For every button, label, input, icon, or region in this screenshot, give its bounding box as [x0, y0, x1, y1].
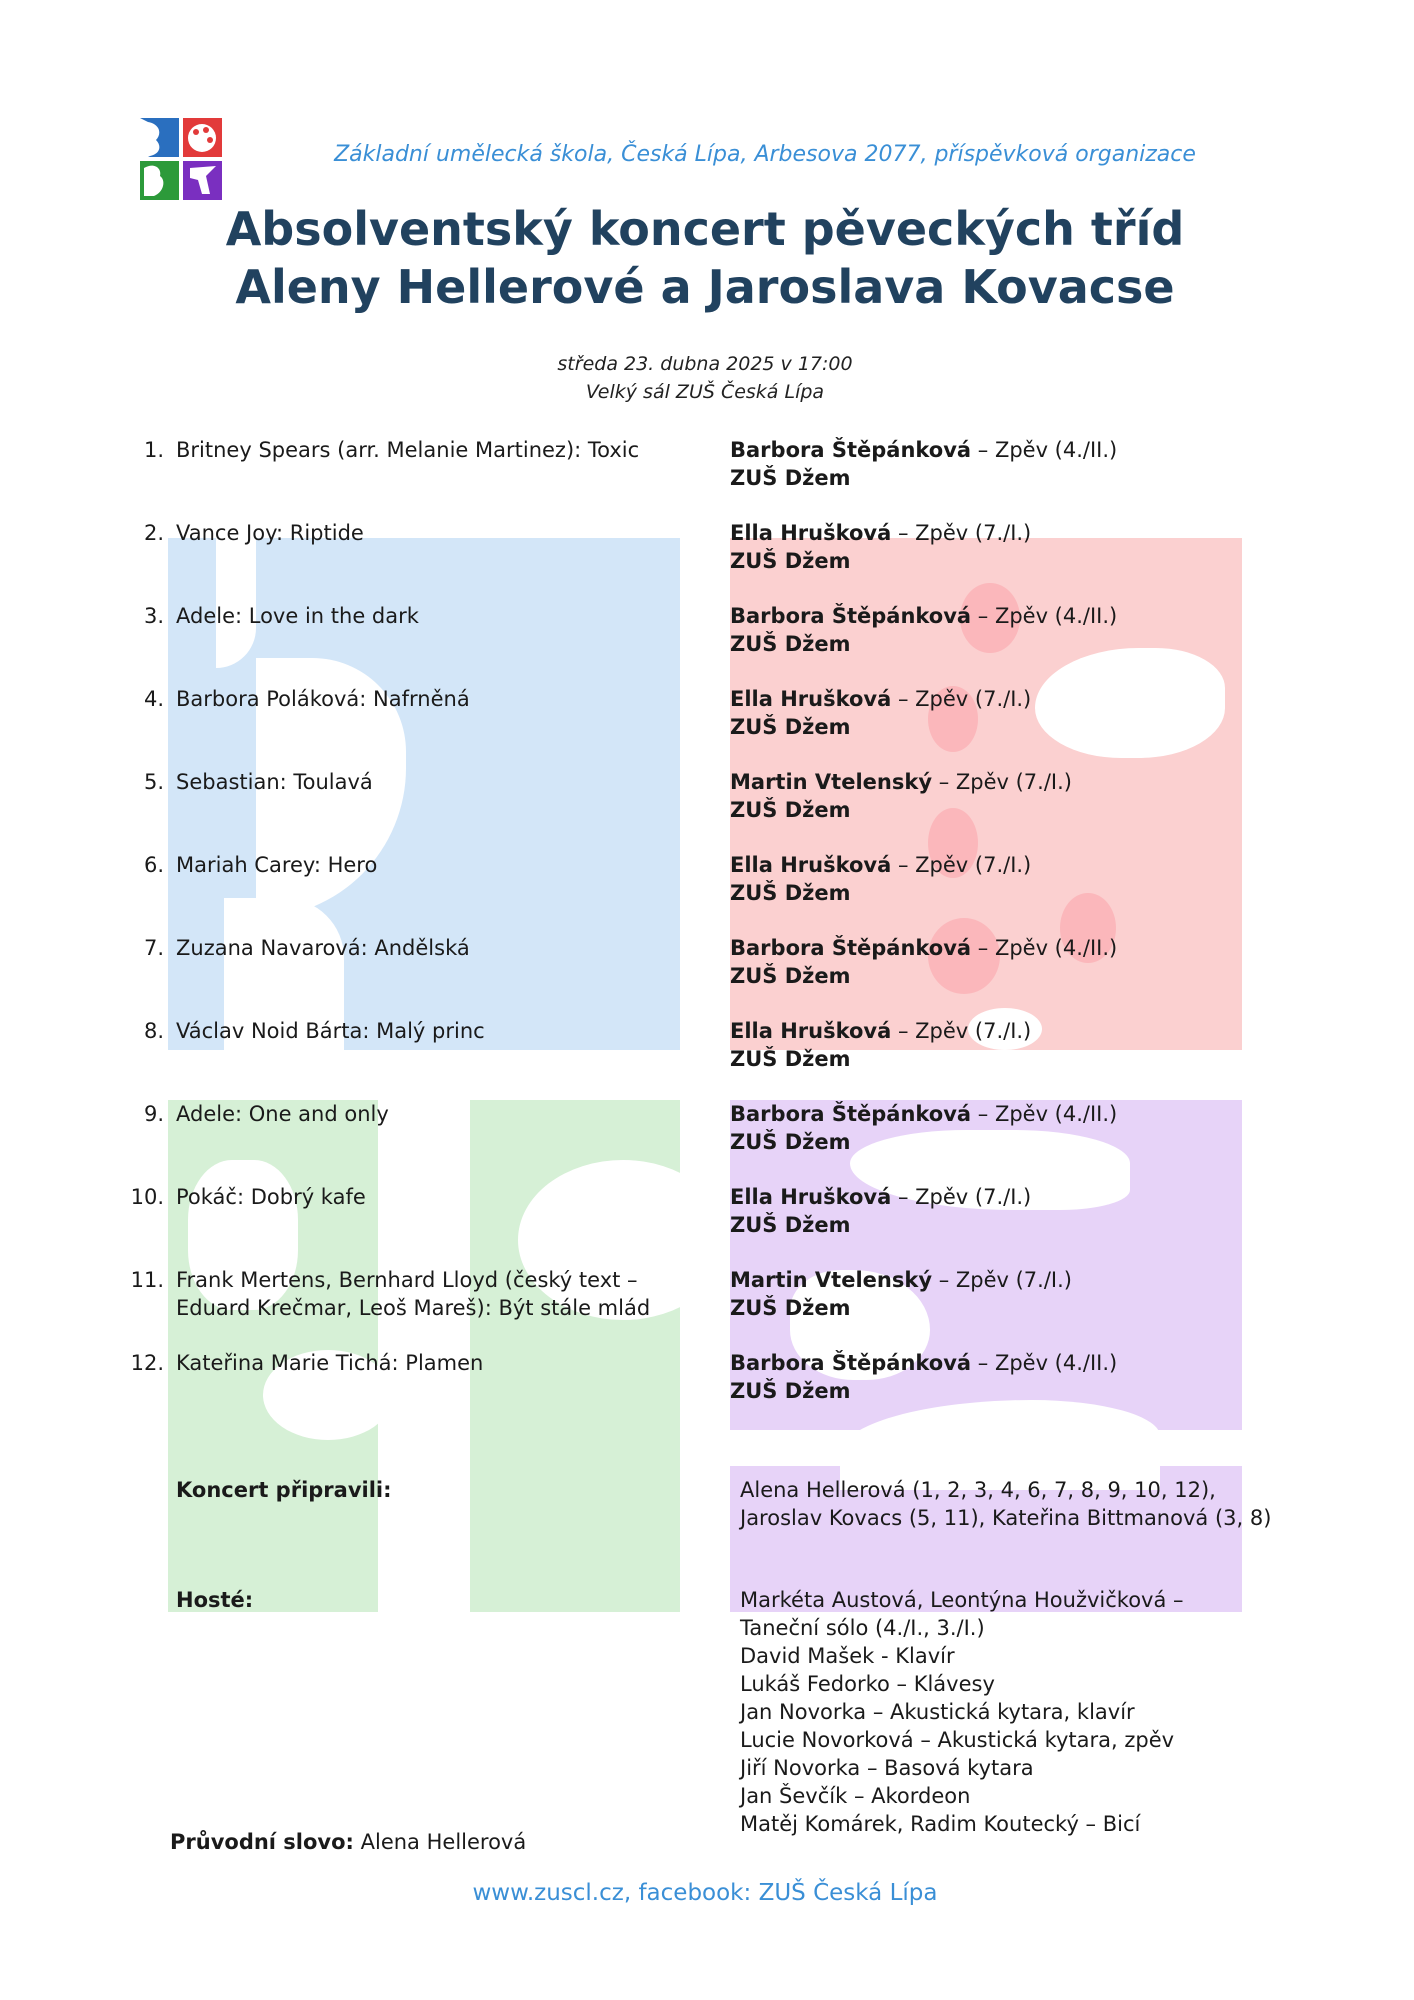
host-label: Průvodní slovo: — [170, 1830, 354, 1854]
performer-role: – Zpěv (7./I.) — [932, 1268, 1072, 1292]
ensemble-name: ZUŠ Džem — [730, 1296, 851, 1320]
prepared-line: Jaroslav Kovacs (5, 11), Kateřina Bittmanová (3, 8) — [740, 1506, 1272, 1530]
performer-name: Martin Vtelenský — [730, 770, 933, 794]
ensemble-name: ZUŠ Džem — [730, 964, 851, 988]
prepared-label: Koncert připravili: — [176, 1478, 392, 1502]
performer-name: Ella Hrušková — [730, 1185, 892, 1209]
program-item — [0, 768, 1414, 844]
performer-role: – Zpěv (7./I.) — [891, 521, 1032, 545]
piece-title: Britney Spears (arr. Melanie Martinez): Toxic — [176, 438, 640, 462]
ensemble-name: ZUŠ Džem — [730, 1213, 851, 1237]
performer-name: Ella Hrušková — [730, 687, 892, 711]
prepared-line: Alena Hellerová (1, 2, 3, 4, 6, 7, 8, 9, 10, 12), — [740, 1478, 1216, 1502]
guest-line: David Mašek - Klavír — [740, 1644, 955, 1668]
item-number: 8. — [143, 1019, 164, 1043]
host-name: Alena Hellerová — [353, 1830, 527, 1854]
performer-name: Ella Hrušková — [730, 853, 892, 877]
performer-role: – Zpěv (4./II.) — [971, 1351, 1118, 1375]
footer-links[interactable]: www.zuscl.cz, facebook: ZUŠ Česká Lípa — [472, 1880, 938, 1906]
program-item — [0, 436, 1414, 512]
piece-title: Pokáč: Dobrý kafe — [176, 1185, 366, 1209]
ensemble-name: ZUŠ Džem — [730, 798, 851, 822]
item-number: 2. — [143, 521, 164, 545]
performer-cell — [730, 1100, 1290, 1156]
performer-cell — [730, 685, 1290, 741]
performer-role: – Zpěv (7./I.) — [891, 1019, 1032, 1043]
program-item — [0, 934, 1414, 1010]
performer-cell — [730, 934, 1290, 990]
title-line-1: Absolventský koncert pěveckých tříd — [225, 202, 1185, 256]
piece-title: Adele: One and only — [176, 1102, 389, 1126]
event-venue: Velký sál ZUŠ Česká Lípa — [585, 381, 825, 403]
ensemble-name: ZUŠ Džem — [730, 549, 851, 573]
program-item — [0, 1017, 1414, 1093]
piece-title: Frank Mertens, Bernhard Lloyd (český text – Eduard Krečmar, Leoš Mareš): Být stále mlád — [176, 1268, 651, 1320]
performer-name: Barbora Štěpánková — [730, 936, 972, 960]
program-item — [0, 519, 1414, 595]
item-number: 10. — [130, 1185, 164, 1209]
guest-line: Lukáš Fedorko – Klávesy — [740, 1672, 995, 1696]
host-line — [170, 1830, 526, 1854]
performer-name: Barbora Štěpánková — [730, 1102, 972, 1126]
performer-role: – Zpěv (7./I.) — [891, 1185, 1032, 1209]
performer-name: Ella Hrušková — [730, 1019, 892, 1043]
program-item — [0, 1183, 1414, 1259]
guest-line: Markéta Austová, Leontýna Houžvičková – — [740, 1588, 1184, 1612]
performer-name: Barbora Štěpánková — [730, 604, 972, 628]
ensemble-name: ZUŠ Džem — [730, 1379, 851, 1403]
guest-line: Jan Novorka – Akustická kytara, klavír — [740, 1700, 1135, 1724]
item-number: 5. — [143, 770, 164, 794]
item-number: 1. — [143, 438, 164, 462]
school-name: Základní umělecká škola, Česká Lípa, Arbesova 2077, příspěvková organizace — [334, 142, 1196, 167]
piece-title: Václav Noid Bárta: Malý princ — [176, 1019, 485, 1043]
guest-line: Jiří Novorka – Basová kytara — [740, 1756, 1034, 1780]
performer-role: – Zpěv (4./II.) — [971, 936, 1118, 960]
performer-name: Barbora Štěpánková — [730, 1351, 972, 1375]
piece-title: Barbora Poláková: Nafrněná — [176, 687, 470, 711]
ensemble-name: ZUŠ Džem — [730, 1047, 851, 1071]
program-item — [0, 602, 1414, 678]
item-number: 4. — [143, 687, 164, 711]
guest-line: Matěj Komárek, Radim Koutecký – Bicí — [740, 1812, 1141, 1836]
performer-role: – Zpěv (7./I.) — [891, 853, 1032, 877]
ensemble-name: ZUŠ Džem — [730, 466, 851, 490]
item-number: 9. — [143, 1102, 164, 1126]
performer-cell — [730, 768, 1290, 824]
title-line-2: Aleny Hellerové a Jaroslava Kovacse — [235, 260, 1175, 314]
piece-title: Mariah Carey: Hero — [176, 853, 378, 877]
guests-label: Hosté: — [176, 1588, 254, 1612]
guest-line: Lucie Novorková – Akustická kytara, zpěv — [740, 1728, 1175, 1752]
ensemble-name: ZUŠ Džem — [730, 1130, 851, 1154]
guest-line: Jan Ševčík – Akordeon — [740, 1784, 971, 1808]
performer-cell — [730, 436, 1290, 492]
performer-cell — [730, 851, 1290, 907]
event-info — [360, 350, 1050, 406]
performer-role: – Zpěv (4./II.) — [971, 1102, 1118, 1126]
performer-role: – Zpěv (4./II.) — [971, 438, 1118, 462]
performer-cell — [730, 1266, 1290, 1322]
ensemble-name: ZUŠ Džem — [730, 715, 851, 739]
performer-cell — [730, 1349, 1290, 1405]
page-title — [160, 200, 1250, 316]
performer-cell — [730, 1017, 1290, 1073]
program-item — [0, 1266, 1414, 1342]
ensemble-name: ZUŠ Džem — [730, 632, 851, 656]
performer-cell — [730, 519, 1290, 575]
ensemble-name: ZUŠ Džem — [730, 881, 851, 905]
performer-cell — [730, 602, 1290, 658]
guests-list — [740, 1586, 1340, 1838]
performer-name: Martin Vtelenský — [730, 1268, 933, 1292]
piece-title: Vance Joy: Riptide — [176, 521, 364, 545]
item-number: 12. — [130, 1351, 164, 1375]
performer-role: – Zpěv (7./I.) — [891, 687, 1032, 711]
program-item — [0, 851, 1414, 927]
item-number: 6. — [143, 853, 164, 877]
school-logo-icon — [140, 118, 222, 200]
piece-title: Sebastian: Toulavá — [176, 770, 373, 794]
performer-name: Ella Hrušková — [730, 521, 892, 545]
item-number: 7. — [143, 936, 164, 960]
piece-title: Adele: Love in the dark — [176, 604, 419, 628]
event-date: středa 23. dubna 2025 v 17:00 — [557, 353, 853, 375]
program-item — [0, 685, 1414, 761]
performer-cell — [730, 1183, 1290, 1239]
piece-title: Kateřina Marie Tichá: Plamen — [176, 1351, 484, 1375]
piece-title: Zuzana Navarová: Andělská — [176, 936, 470, 960]
performer-role: – Zpěv (7./I.) — [932, 770, 1072, 794]
performer-name: Barbora Štěpánková — [730, 438, 972, 462]
performer-role: – Zpěv (4./II.) — [971, 604, 1118, 628]
program-item — [0, 1349, 1414, 1425]
program-item — [0, 1100, 1414, 1176]
guest-line: Taneční sólo (4./I., 3./I.) — [740, 1616, 985, 1640]
item-number: 3. — [143, 604, 164, 628]
prepared-list — [740, 1476, 1340, 1532]
item-number: 11. — [130, 1268, 164, 1292]
